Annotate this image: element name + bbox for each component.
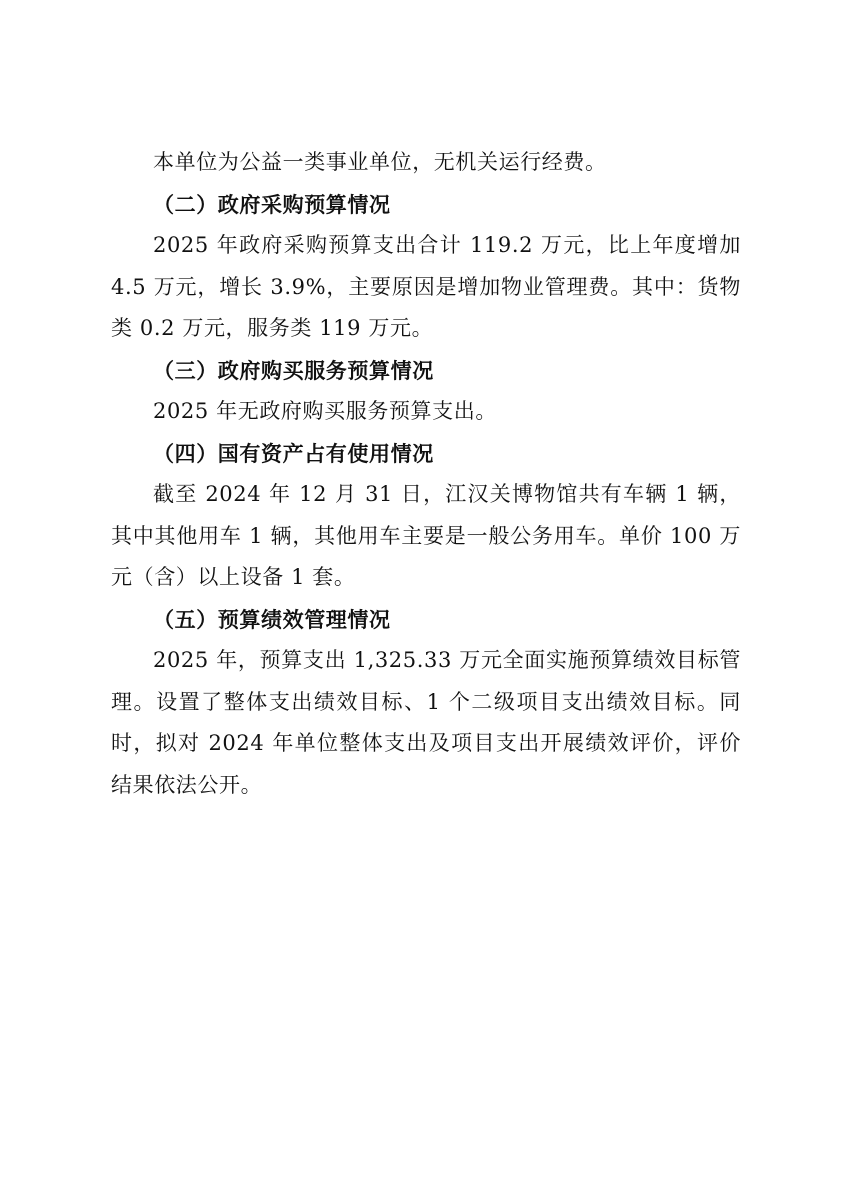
paragraph-no-admin-expenses: 本单位为公益一类事业单位，无机关运行经费。: [153, 150, 607, 174]
heading-performance-management: （五）预算绩效管理情况: [153, 606, 391, 632]
heading-government-purchased-services: （三）政府购买服务预算情况: [153, 357, 434, 383]
paragraph-state-assets: 截至 2024 年 12 月 31 日，江汉关博物馆共有车辆 1 辆，其中其他用车 1 辆，其他用车主要是一般公务用车。单价 100 万元（含）以上设备 1 套。: [111, 482, 741, 589]
heading-government-procurement: （二）政府采购预算情况: [153, 191, 391, 217]
paragraph-performance-management: 2025 年，预算支出 1,325.33 万元全面实施预算绩效目标管理。设置了整体支出绩效目标、1 个二级项目支出绩效目标。同时，拟对 2024 年单位整体支出及项目支出开展绩效评价，评价结果依法公开。: [111, 648, 741, 797]
paragraph-government-procurement: 2025 年政府采购预算支出合计 119.2 万元，比上年度增加 4.5 万元，增长 3.9%，主要原因是增加物业管理费。其中：货物类 0.2 万元，服务类 119 万元。: [111, 233, 741, 340]
document-body: [111, 142, 741, 806]
heading-state-assets: （四）国有资产占有使用情况: [153, 440, 434, 466]
paragraph-government-purchased-services: 2025 年无政府购买服务预算支出。: [153, 399, 497, 423]
